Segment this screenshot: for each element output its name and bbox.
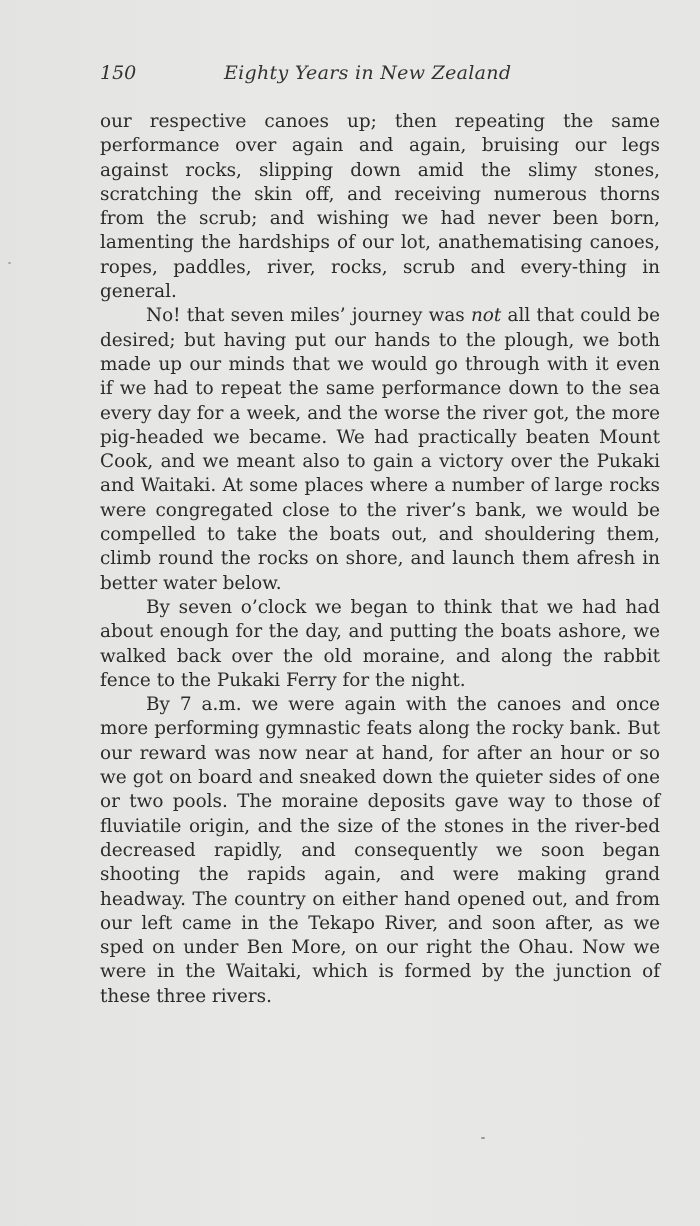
paragraph-text: By seven o’clock we began to think that we had had about enough for the day, and putting the boats ashore, we walked back over the old moraine, and along the rabbit fence to the Pukaki Ferry for the night.: [100, 596, 660, 691]
paragraph-text: our respective canoes up; then repeating the same performance over again and again, bruising our legs against rocks, slipping down amid the slimy stones, scratching the skin off, and receiving numerous thorns from the scrub; and wishing we had never been born, lamenting the hardships of our lot, anathematising canoes, ropes, paddles, river, rocks, scrub and every-thing in general.: [100, 111, 660, 303]
running-title: Eighty Years in New Zealand: [224, 62, 512, 84]
page-number: 150: [100, 62, 137, 84]
page-header: [100, 62, 540, 90]
paragraph: [100, 110, 660, 304]
print-speck: [8, 262, 11, 264]
italic-text: not: [470, 305, 502, 327]
print-speck: [481, 1137, 485, 1139]
paragraph: [100, 304, 660, 596]
paragraph-text: No! that seven miles’ journey was: [146, 305, 471, 327]
paragraph-text: all that could be desired; but having put our hands to the plough, we both made up our minds that we would go through with it even if we had to repeat the same performance down to the sea every day for a week, and the worse the river got, the more pig-headed we became. We had practically beaten Mount Cook, and we meant also to gain a victory over the Pukaki and Waitaki. At some places where a number of large rocks were congregated close to the river’s bank, we would be compelled to take the boats out, and shouldering them, climb round the rocks on shore, and launch them afresh in better water below.: [100, 305, 660, 594]
paragraph-text: By 7 a.m. we were again with the canoes and once more performing gymnastic feats along the rocky bank. But our reward was now near at hand, for after an hour or so we got on board and sneaked down the quieter sides of one or two pools. The moraine deposits gave way to those of fluviatile origin, and the size of the stones in the river-bed decreased rapidly, and consequently we soon began shooting the rapids again, and were making grand headway. The country on either hand opened out, and from our left came in the Tekapo River, and soon after, as we sped on under Ben More, on our right the Ohau. Now we were in the Waitaki, which is formed by the junction of these three rivers.: [100, 694, 660, 1007]
body-text: [100, 110, 660, 1009]
paragraph: [100, 596, 660, 693]
paragraph: [100, 693, 660, 1009]
